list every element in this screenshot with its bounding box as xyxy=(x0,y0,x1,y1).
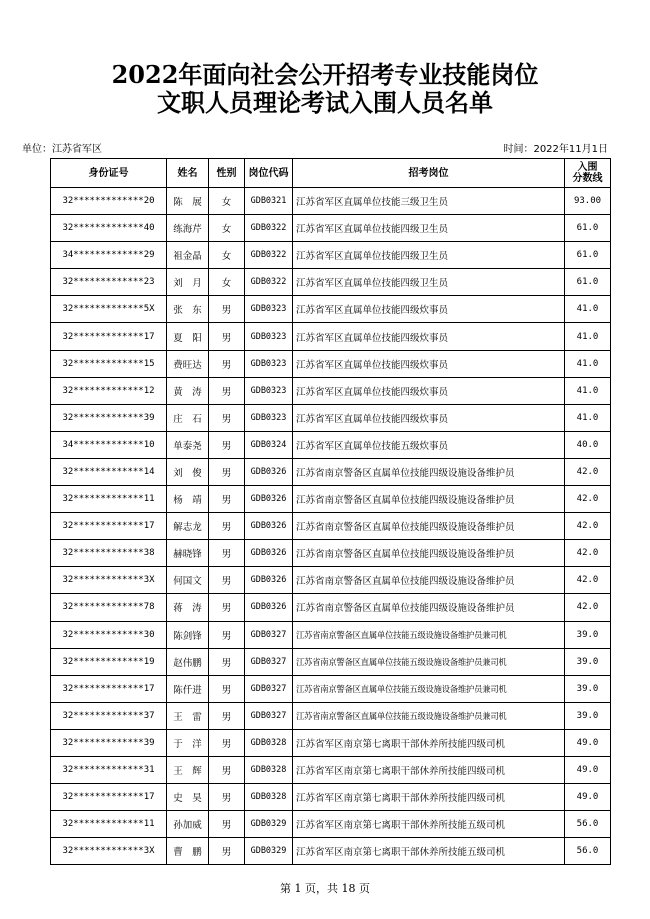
cell-id: 32*************23 xyxy=(51,269,167,296)
cell-post: 江苏省南京警备区直属单位技能五级设施设备维护员兼司机 xyxy=(293,675,565,702)
cell-gender: 男 xyxy=(209,838,245,865)
table-row xyxy=(51,540,611,567)
cell-score: 61.0 xyxy=(565,242,611,269)
cell-score: 61.0 xyxy=(565,215,611,242)
cell-post: 江苏省南京警备区直属单位技能四级设施设备维护员 xyxy=(293,540,565,567)
cell-id: 32*************14 xyxy=(51,458,167,485)
cell-name: 解志龙 xyxy=(167,513,209,540)
cell-code: GDB0328 xyxy=(245,784,293,811)
cell-gender: 男 xyxy=(209,648,245,675)
cell-post: 江苏省南京警备区直属单位技能四级设施设备维护员 xyxy=(293,458,565,485)
cell-code: GDB0326 xyxy=(245,458,293,485)
table-row xyxy=(51,811,611,838)
cell-score: 49.0 xyxy=(565,756,611,783)
cell-id: 32*************38 xyxy=(51,540,167,567)
cell-post: 江苏省军区直属单位技能四级炊事员 xyxy=(293,377,565,404)
table-row xyxy=(51,784,611,811)
cell-name: 曹 鹏 xyxy=(167,838,209,865)
cell-id: 34*************10 xyxy=(51,431,167,458)
cell-code: GDB0326 xyxy=(245,594,293,621)
table-row xyxy=(51,648,611,675)
cell-score: 41.0 xyxy=(565,404,611,431)
unit-label: 单位：江苏省军区 xyxy=(22,144,102,155)
cell-gender: 男 xyxy=(209,594,245,621)
cell-score: 42.0 xyxy=(565,540,611,567)
cell-name: 刘 月 xyxy=(167,269,209,296)
cell-id: 32*************17 xyxy=(51,513,167,540)
cell-gender: 男 xyxy=(209,513,245,540)
table-row xyxy=(51,188,611,215)
header-gender: 性别 xyxy=(209,159,245,188)
cell-score: 42.0 xyxy=(565,567,611,594)
cell-code: GDB0326 xyxy=(245,486,293,513)
cell-score: 61.0 xyxy=(565,269,611,296)
cell-score: 42.0 xyxy=(565,513,611,540)
cell-post: 江苏省军区直属单位技能四级卫生员 xyxy=(293,242,565,269)
table-row xyxy=(51,621,611,648)
cell-id: 32*************39 xyxy=(51,729,167,756)
cell-code: GDB0326 xyxy=(245,567,293,594)
cell-name: 蒋 涛 xyxy=(167,594,209,621)
table-row xyxy=(51,675,611,702)
cell-post: 江苏省军区直属单位技能四级炊事员 xyxy=(293,404,565,431)
cell-code: GDB0328 xyxy=(245,756,293,783)
cell-name: 庄 石 xyxy=(167,404,209,431)
cell-post: 江苏省军区直属单位技能四级卫生员 xyxy=(293,215,565,242)
cell-gender: 男 xyxy=(209,811,245,838)
cell-name: 王 辉 xyxy=(167,756,209,783)
cell-code: GDB0329 xyxy=(245,838,293,865)
cell-score: 39.0 xyxy=(565,675,611,702)
cell-gender: 男 xyxy=(209,296,245,323)
cell-gender: 男 xyxy=(209,350,245,377)
cell-post: 江苏省军区直属单位技能四级炊事员 xyxy=(293,350,565,377)
cell-code: GDB0329 xyxy=(245,811,293,838)
cell-code: GDB0321 xyxy=(245,188,293,215)
cell-post: 江苏省南京警备区直属单位技能四级设施设备维护员 xyxy=(293,594,565,621)
table-row xyxy=(51,838,611,865)
cell-id: 32*************11 xyxy=(51,811,167,838)
table-row xyxy=(51,323,611,350)
cell-gender: 男 xyxy=(209,431,245,458)
cell-score: 56.0 xyxy=(565,838,611,865)
table-header-row xyxy=(51,159,611,188)
cell-id: 32*************19 xyxy=(51,648,167,675)
cell-name: 祖金晶 xyxy=(167,242,209,269)
cell-gender: 男 xyxy=(209,675,245,702)
cell-name: 练海芹 xyxy=(167,215,209,242)
cell-gender: 女 xyxy=(209,215,245,242)
cell-id: 32*************11 xyxy=(51,486,167,513)
table-row xyxy=(51,729,611,756)
cell-score: 39.0 xyxy=(565,621,611,648)
cell-score: 42.0 xyxy=(565,458,611,485)
cell-name: 赫晓锋 xyxy=(167,540,209,567)
cell-post: 江苏省军区南京第七离职干部休养所技能五级司机 xyxy=(293,811,565,838)
cell-name: 孙加威 xyxy=(167,811,209,838)
cell-id: 32*************31 xyxy=(51,756,167,783)
table-row xyxy=(51,594,611,621)
cell-name: 陈仟进 xyxy=(167,675,209,702)
table-row xyxy=(51,404,611,431)
header-id: 身份证号 xyxy=(51,159,167,188)
cell-gender: 男 xyxy=(209,404,245,431)
cell-code: GDB0323 xyxy=(245,323,293,350)
cell-id: 32*************15 xyxy=(51,350,167,377)
table-row xyxy=(51,215,611,242)
cell-code: GDB0326 xyxy=(245,513,293,540)
cell-name: 史 昊 xyxy=(167,784,209,811)
cell-post: 江苏省南京警备区直属单位技能五级设施设备维护员兼司机 xyxy=(293,702,565,729)
cell-code: GDB0327 xyxy=(245,702,293,729)
cell-name: 陈剑锋 xyxy=(167,621,209,648)
cell-id: 32*************78 xyxy=(51,594,167,621)
cell-gender: 女 xyxy=(209,269,245,296)
cell-code: GDB0323 xyxy=(245,404,293,431)
cell-post: 江苏省军区直属单位技能四级炊事员 xyxy=(293,323,565,350)
cell-gender: 女 xyxy=(209,242,245,269)
cell-score: 41.0 xyxy=(565,377,611,404)
cell-code: GDB0327 xyxy=(245,621,293,648)
table-row xyxy=(51,350,611,377)
cell-name: 黄 涛 xyxy=(167,377,209,404)
cell-name: 王 雷 xyxy=(167,702,209,729)
table-row xyxy=(51,377,611,404)
cell-score: 39.0 xyxy=(565,702,611,729)
cell-code: GDB0323 xyxy=(245,350,293,377)
table-row xyxy=(51,296,611,323)
cell-post: 江苏省军区南京第七离职干部休养所技能五级司机 xyxy=(293,838,565,865)
document-title-line-2: 文职人员理论考试入围人员名单 xyxy=(157,88,493,117)
cell-score: 49.0 xyxy=(565,784,611,811)
cell-post: 江苏省军区直属单位技能三级卫生员 xyxy=(293,188,565,215)
cell-score: 41.0 xyxy=(565,350,611,377)
cell-id: 32*************40 xyxy=(51,215,167,242)
header-score: 入围 分数线 xyxy=(565,159,611,188)
cell-gender: 男 xyxy=(209,323,245,350)
cell-post: 江苏省南京警备区直属单位技能五级设施设备维护员兼司机 xyxy=(293,621,565,648)
candidate-table xyxy=(50,158,611,865)
cell-code: GDB0327 xyxy=(245,648,293,675)
cell-name: 赵伟鹏 xyxy=(167,648,209,675)
table-body xyxy=(51,188,611,865)
cell-id: 32*************17 xyxy=(51,675,167,702)
cell-code: GDB0326 xyxy=(245,540,293,567)
cell-code: GDB0322 xyxy=(245,242,293,269)
cell-gender: 男 xyxy=(209,784,245,811)
cell-post: 江苏省军区南京第七离职干部休养所技能四级司机 xyxy=(293,729,565,756)
cell-name: 费旺达 xyxy=(167,350,209,377)
cell-id: 32*************17 xyxy=(51,323,167,350)
cell-code: GDB0328 xyxy=(245,729,293,756)
cell-id: 32*************5X xyxy=(51,296,167,323)
header-name: 姓名 xyxy=(167,159,209,188)
cell-id: 32*************20 xyxy=(51,188,167,215)
cell-name: 陈 展 xyxy=(167,188,209,215)
table-row xyxy=(51,242,611,269)
cell-gender: 男 xyxy=(209,567,245,594)
cell-name: 单泰尧 xyxy=(167,431,209,458)
cell-gender: 男 xyxy=(209,377,245,404)
table-row xyxy=(51,756,611,783)
cell-post: 江苏省军区直属单位技能五级炊事员 xyxy=(293,431,565,458)
cell-gender: 男 xyxy=(209,729,245,756)
table-row xyxy=(51,702,611,729)
cell-post: 江苏省军区南京第七离职干部休养所技能四级司机 xyxy=(293,784,565,811)
cell-code: GDB0327 xyxy=(245,675,293,702)
cell-score: 42.0 xyxy=(565,594,611,621)
date-label: 时间：2022年11月1日 xyxy=(503,144,608,155)
cell-code: GDB0323 xyxy=(245,296,293,323)
cell-name: 夏 阳 xyxy=(167,323,209,350)
cell-post: 江苏省南京警备区直属单位技能四级设施设备维护员 xyxy=(293,486,565,513)
cell-score: 41.0 xyxy=(565,323,611,350)
cell-id: 32*************12 xyxy=(51,377,167,404)
cell-score: 56.0 xyxy=(565,811,611,838)
cell-id: 32*************3X xyxy=(51,838,167,865)
cell-id: 32*************30 xyxy=(51,621,167,648)
cell-id: 32*************3X xyxy=(51,567,167,594)
cell-gender: 男 xyxy=(209,458,245,485)
cell-score: 40.0 xyxy=(565,431,611,458)
table-row xyxy=(51,269,611,296)
cell-score: 93.00 xyxy=(565,188,611,215)
cell-name: 何国文 xyxy=(167,567,209,594)
cell-gender: 男 xyxy=(209,702,245,729)
table-row xyxy=(51,431,611,458)
header-code: 岗位代码 xyxy=(245,159,293,188)
cell-code: GDB0323 xyxy=(245,377,293,404)
cell-code: GDB0322 xyxy=(245,269,293,296)
cell-name: 刘 俊 xyxy=(167,458,209,485)
cell-gender: 女 xyxy=(209,188,245,215)
cell-gender: 男 xyxy=(209,486,245,513)
table-row xyxy=(51,513,611,540)
cell-post: 江苏省军区南京第七离职干部休养所技能四级司机 xyxy=(293,756,565,783)
cell-name: 杨 靖 xyxy=(167,486,209,513)
cell-score: 39.0 xyxy=(565,648,611,675)
cell-id: 32*************17 xyxy=(51,784,167,811)
cell-score: 41.0 xyxy=(565,296,611,323)
cell-score: 49.0 xyxy=(565,729,611,756)
cell-code: GDB0322 xyxy=(245,215,293,242)
cell-id: 34*************29 xyxy=(51,242,167,269)
cell-gender: 男 xyxy=(209,540,245,567)
cell-post: 江苏省军区直属单位技能四级炊事员 xyxy=(293,296,565,323)
cell-post: 江苏省南京警备区直属单位技能四级设施设备维护员 xyxy=(293,513,565,540)
cell-code: GDB0324 xyxy=(245,431,293,458)
table-row xyxy=(51,458,611,485)
cell-post: 江苏省军区直属单位技能四级卫生员 xyxy=(293,269,565,296)
cell-score: 42.0 xyxy=(565,486,611,513)
cell-post: 江苏省南京警备区直属单位技能四级设施设备维护员 xyxy=(293,567,565,594)
cell-id: 32*************37 xyxy=(51,702,167,729)
page-footer: 第 1 页，共 18 页 xyxy=(280,882,370,895)
document-title-line-1: 2022年面向社会公开招考专业技能岗位 xyxy=(111,60,539,89)
cell-name: 张 东 xyxy=(167,296,209,323)
header-post: 招考岗位 xyxy=(293,159,565,188)
cell-id: 32*************39 xyxy=(51,404,167,431)
cell-gender: 男 xyxy=(209,756,245,783)
table-row xyxy=(51,567,611,594)
table-row xyxy=(51,486,611,513)
cell-post: 江苏省南京警备区直属单位技能五级设施设备维护员兼司机 xyxy=(293,648,565,675)
cell-gender: 男 xyxy=(209,621,245,648)
cell-name: 于 洋 xyxy=(167,729,209,756)
